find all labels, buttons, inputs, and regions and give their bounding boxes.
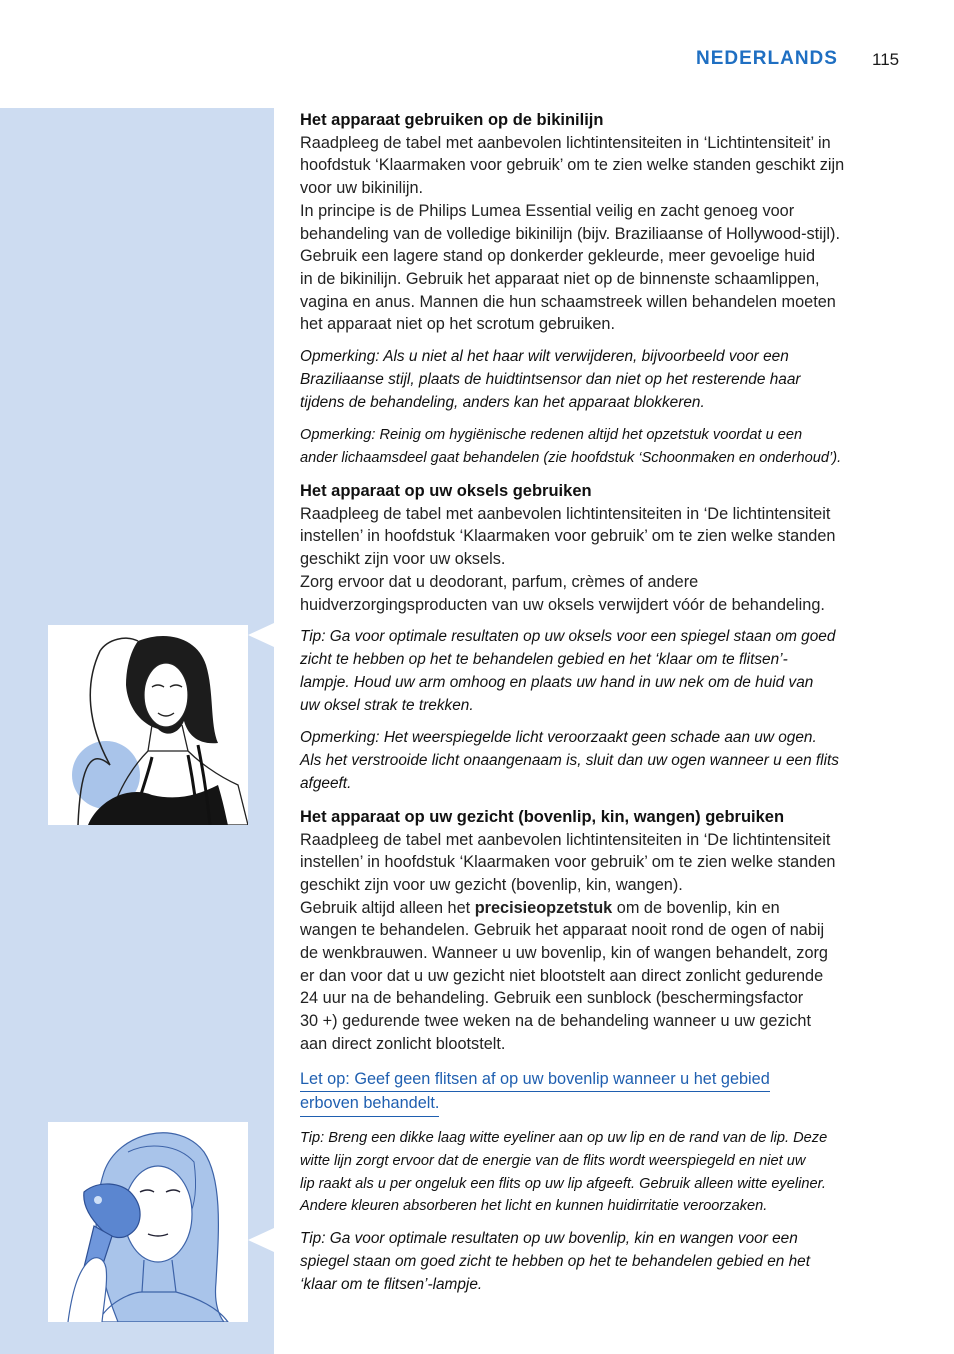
armpits-note: Opmerking: Het weerspiegelde licht veroorzaakt geen schade aan uw ogen. Als het verstrooide licht onaangenaam is, sluit dan uw ogen wanneer u een flits afgeeft.	[300, 729, 839, 793]
language-header: NEDERLANDS	[696, 48, 838, 69]
face-illustration	[48, 1122, 248, 1322]
section-heading-bikini: Het apparaat gebruiken op de bikinilijn	[300, 111, 604, 129]
bikini-paragraph-1: Raadpleeg de tabel met aanbevolen lichtintensiteiten in ‘Lichtintensiteit’ in hoofdstuk ‘Klaarmaken voor gebruik’ om te zien welke standen geschikt zijn voor uw bikinilijn.	[300, 133, 845, 198]
face-paragraph-1: Raadpleeg de tabel met aanbevolen lichtintensiteiten in ‘De lichtintensiteit instellen’ in hoofdstuk ‘Klaarmaken voor gebruik’ om te zien welke standen geschikt zijn voor uw gezicht (bovenlip, kin, wangen).	[300, 830, 836, 894]
illustration-pointer	[248, 1228, 274, 1252]
armpits-paragraph-1: Raadpleeg de tabel met aanbevolen lichtintensiteiten in ‘De lichtintensiteit instellen’ in hoofdstuk ‘Klaarmaken voor gebruik’ om te zien welke standen geschikt zijn voor uw oksels.	[300, 504, 836, 569]
section-heading-armpits: Het apparaat op uw oksels gebruiken	[300, 482, 592, 501]
bikini-paragraph-2: In principe is de Philips Lumea Essential veilig en zacht genoeg voor behandeling van de volledige bikinilijn (bijv. Braziliaanse of Hollywood-stijl). Gebruik een lagere stand op donkerder gekleurde, meer gevoelige huid in de bikinilijn. Gebruik het apparaat niet op de binnenste schaamlippen, vagina en anus. Mannen die hun schaamstreek willen behandelen moeten het apparaat niet op het scrotum gebruiken.	[300, 201, 840, 334]
page-number: 115	[872, 50, 900, 69]
face-paragraph-2: Gebruik altijd alleen het precisieopzetstuk om de bovenlip, kin en wangen te behandelen. Gebruik het apparaat nooit rond de ogen of nabij de wenkbrauwen. Wanneer u uw bovenlip, kin of wangen behandelt, zorg er dan voor dat u uw gezicht niet blootstelt aan direct zonlicht gedurende 24 uur na de behandeling. Gebruik een sunblock (beschermingsfactor 30 +) gedurende twee weken na de behandeling wanneer u uw gezicht aan direct zonlicht blootstelt.	[300, 898, 828, 1053]
face-tip-1: Tip: Breng een dikke laag witte eyeliner aan op uw lip en de rand van de lip. Deze witte lijn zorgt ervoor dat de energie van de flits wordt weerspiegeld en niet uw lip raakt als u per ongeluk een flits op uw lip afgeeft. Gebruik alleen witte eyeliner. Andere kleuren absorberen het licht en kunnen huidirritatie veroorzaken.	[300, 1129, 828, 1215]
section-heading-face: Het apparaat op uw gezicht (bovenlip, kin, wangen) gebruiken	[300, 807, 785, 826]
armpits-paragraph-2: Zorg ervoor dat u deodorant, parfum, crèmes of andere huidverzorgingsproducten van uw oksels verwijdert vóór de behandeling.	[300, 572, 825, 614]
bikini-note-1: Opmerking: Als u niet al het haar wilt verwijderen, bijvoorbeeld voor een Braziliaanse stijl, plaats de huidtintsensor dan niet op het resterende haar tijdens de behandeling, anders kan het apparaat blokkeren.	[300, 348, 801, 411]
armpit-illustration	[48, 625, 248, 825]
armpits-tip: Tip: Ga voor optimale resultaten op uw oksels voor een spiegel staan om goed zicht te hebben op het te behandelen gebied en het ‘klaar om te flitsen’- lampje. Houd uw arm omhoog en plaats uw hand in uw nek om de huid van uw oksel strak te trekken.	[300, 628, 836, 714]
face-caution: Let op: Geef geen flitsen af op uw bovenlip wanneer u het gebied erboven behandelt.	[300, 1068, 910, 1117]
precision-attachment-term: precisieopzetstuk	[474, 898, 613, 917]
face-tip-2: Tip: Ga voor optimale resultaten op uw bovenlip, kin en wangen voor een spiegel staan om goed zicht te hebben op het te behandelen gebied en het ‘klaar om te flitsen’-lampje.	[300, 1230, 811, 1293]
main-content	[300, 109, 910, 1297]
illustration-pointer	[248, 623, 274, 647]
bikini-note-2: Opmerking: Reinig om hygiënische redenen altijd het opzetstuk voordat u een ander lichaamsdeel gaat behandelen (zie hoofdstuk ‘Schoonmaken en onderhoud’).	[300, 427, 842, 467]
